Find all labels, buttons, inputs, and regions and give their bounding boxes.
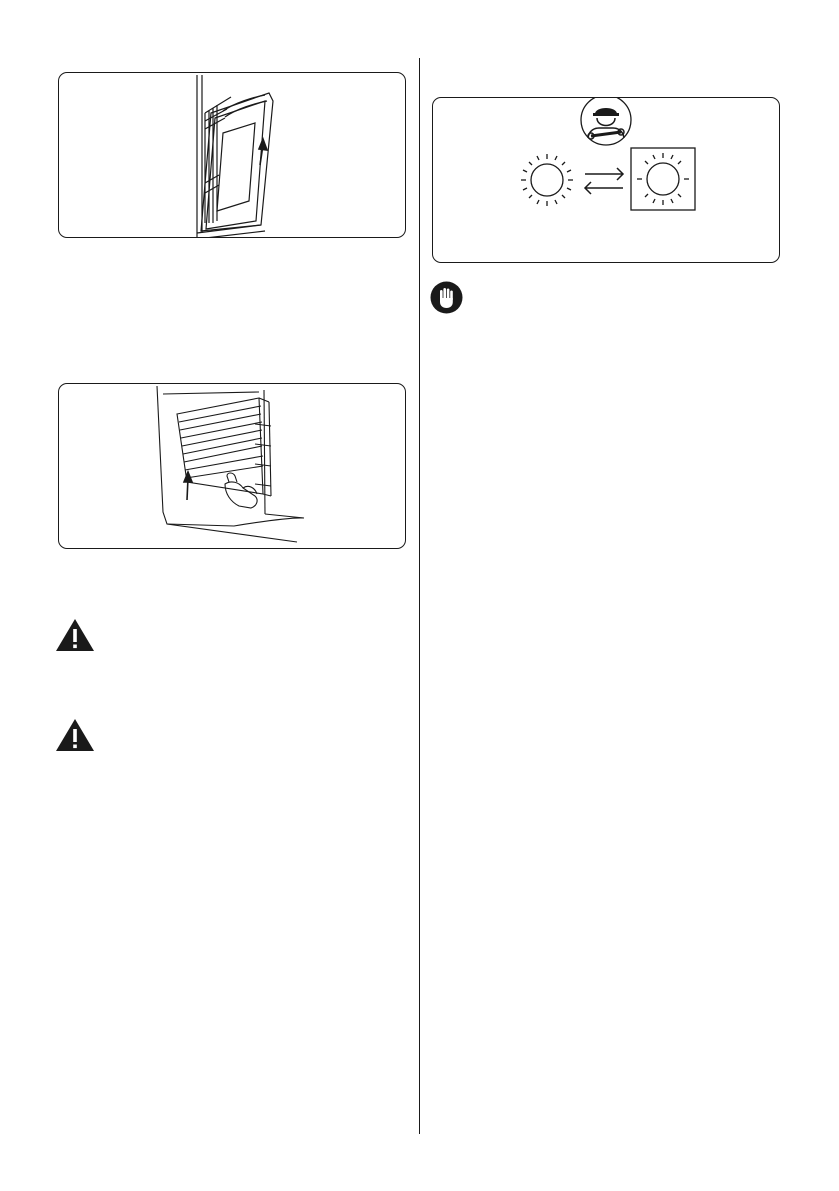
warning-triangle-icon bbox=[55, 718, 95, 752]
lamp-new-icon bbox=[631, 148, 695, 210]
lamp-old-icon bbox=[521, 154, 573, 206]
lamp-swap-illustration bbox=[433, 98, 780, 263]
stop-hand-icon bbox=[430, 281, 463, 314]
lamp-replacement-illustration-panel bbox=[432, 97, 780, 263]
shelf-removal-illustration-panel bbox=[58, 383, 406, 549]
shelf-rack-illustration bbox=[59, 384, 406, 549]
up-arrow-icon bbox=[259, 139, 267, 165]
door-removal-illustration-panel bbox=[58, 72, 406, 238]
service-technician-icon bbox=[581, 98, 631, 145]
door-lift-illustration bbox=[59, 73, 406, 238]
column-divider bbox=[419, 58, 420, 1134]
warning-triangle-icon bbox=[55, 618, 95, 652]
up-arrow-icon bbox=[184, 472, 192, 500]
swap-arrows-icon bbox=[585, 168, 623, 194]
